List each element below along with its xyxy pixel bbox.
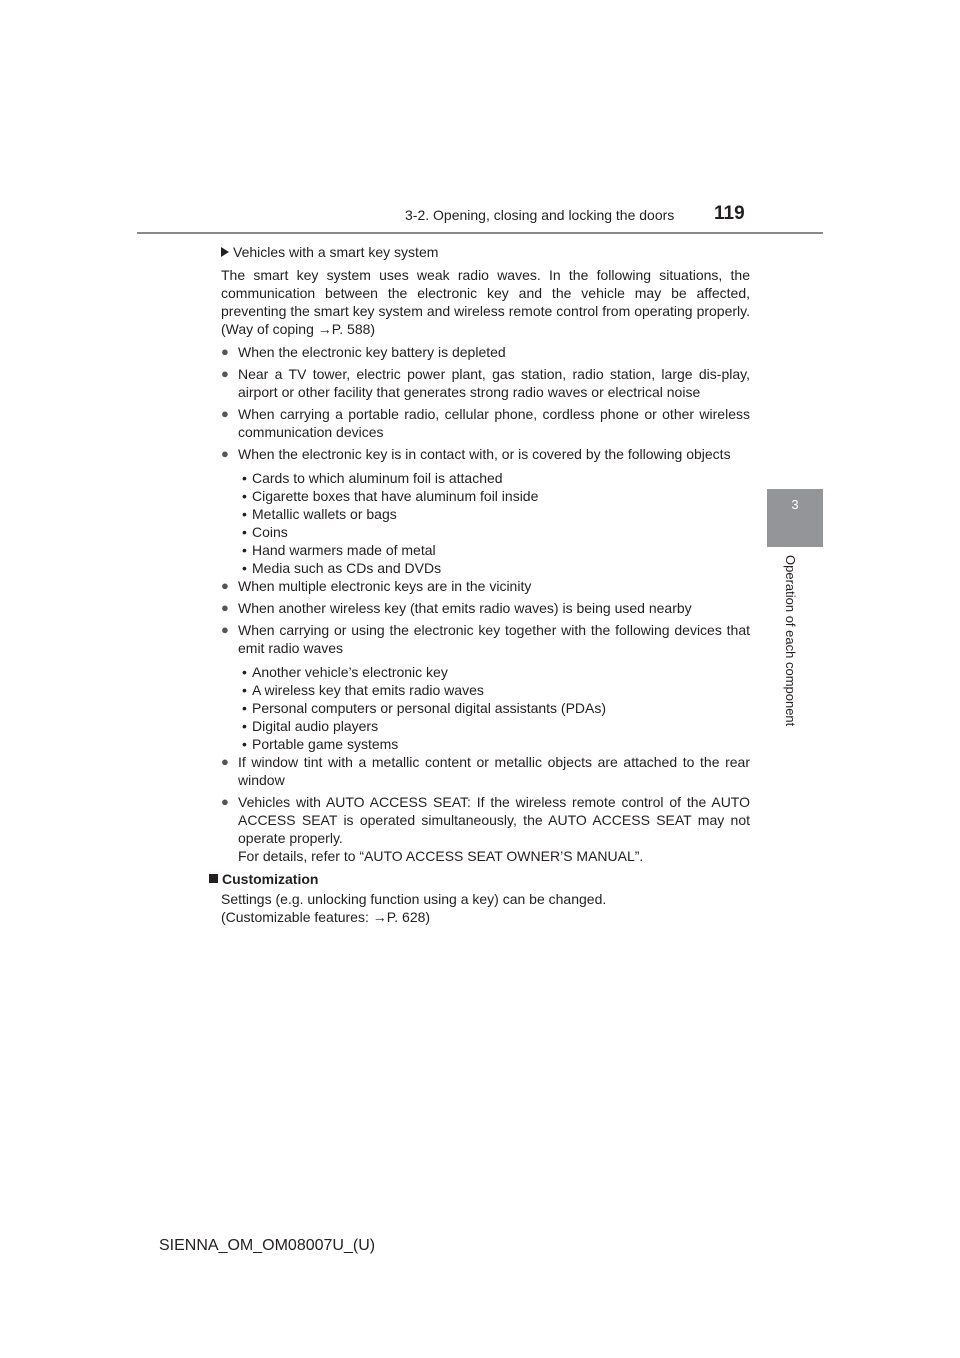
sub-list-item: • Digital audio players — [242, 718, 379, 734]
bullet-icon: ● — [221, 366, 229, 381]
customization-heading: Customization — [209, 870, 750, 888]
list-item: ● When the electronic key is in contact with, or is covered by the following objects — [221, 446, 731, 462]
list-item: ● When carrying a portable radio, cellular phone, cordless phone or other wireless communication devices — [221, 406, 750, 440]
sub-list-item: • Portable game systems — [242, 736, 399, 752]
devices-list — [238, 663, 750, 753]
intro-paragraph: The smart key system uses weak radio waves. In the following situations, the communication between the electronic key and the vehicle may be affected, preventing the smart key system and wireless remote control from operating properly. (Way of coping →P. 588) — [221, 267, 750, 337]
bullet-icon: ● — [221, 754, 229, 769]
bullet-icon: ● — [221, 446, 229, 461]
chapter-side-label: Operation of each component — [783, 555, 798, 727]
chapter-tab-number: 3 — [791, 497, 799, 512]
sub-list-item: • Hand warmers made of metal — [242, 542, 436, 558]
list-item: ● When another wireless key (that emits radio waves) is being used nearby — [221, 600, 692, 616]
bullet-icon: ● — [221, 578, 229, 593]
triangle-icon — [221, 247, 229, 257]
manual-code-footer: SIENNA_OM_OM08007U_(U) — [159, 1237, 376, 1254]
list-item: ● Vehicles with AUTO ACCESS SEAT: If the wireless remote control of the AUTO ACCESS SEAT is operated simultaneously, the AUTO ACCESS SEAT may not operate properly. — [221, 794, 750, 846]
sub-list-item: • Media such as CDs and DVDs — [242, 560, 442, 576]
objects-list — [238, 469, 750, 577]
customization-text: Settings (e.g. unlocking function using a key) can be changed. — [221, 891, 607, 907]
bullet-icon: ● — [221, 406, 229, 421]
sub-list-item: • Another vehicle’s electronic key — [242, 664, 448, 680]
bullet-icon: ● — [221, 600, 229, 615]
bullet-icon: ● — [221, 794, 229, 809]
list-item: ● When carrying or using the electronic key together with the following devices that emit radio waves — [221, 622, 750, 656]
subheading: Vehicles with a smart key system — [221, 243, 750, 261]
sub-list-item: • Personal computers or personal digital assistants (PDAs) — [242, 700, 607, 716]
sub-list-item: • Coins — [242, 524, 288, 540]
details-note: For details, refer to “AUTO ACCESS SEAT OWNER’S MANUAL”. — [238, 848, 644, 864]
square-bullet-icon — [209, 874, 218, 883]
sub-list-item: • A wireless key that emits radio waves — [242, 682, 484, 698]
list-item: ● Near a TV tower, electric power plant, gas station, radio station, large dis-play, airport or other facility that generates strong radio waves or electrical noise — [221, 366, 750, 400]
bullet-icon: ● — [221, 344, 229, 359]
header-section-title: 3-2. Opening, closing and locking the doors — [405, 207, 675, 223]
sub-list-item: • Metallic wallets or bags — [242, 506, 397, 522]
list-item: ● When the electronic key battery is depleted — [221, 344, 506, 360]
sub-list-item: • Cards to which aluminum foil is attached — [242, 470, 503, 486]
page-number: 119 — [714, 203, 745, 224]
customization-reference: (Customizable features: →P. 628) — [221, 909, 431, 925]
header-divider — [137, 232, 823, 234]
list-item: ● When multiple electronic keys are in the vicinity — [221, 578, 532, 594]
page-content — [221, 243, 750, 926]
bullet-icon: ● — [221, 622, 229, 637]
list-item: ● If window tint with a metallic content or metallic objects are attached to the rear window — [221, 754, 750, 788]
sub-list-item: • Cigarette boxes that have aluminum foil inside — [242, 488, 539, 504]
